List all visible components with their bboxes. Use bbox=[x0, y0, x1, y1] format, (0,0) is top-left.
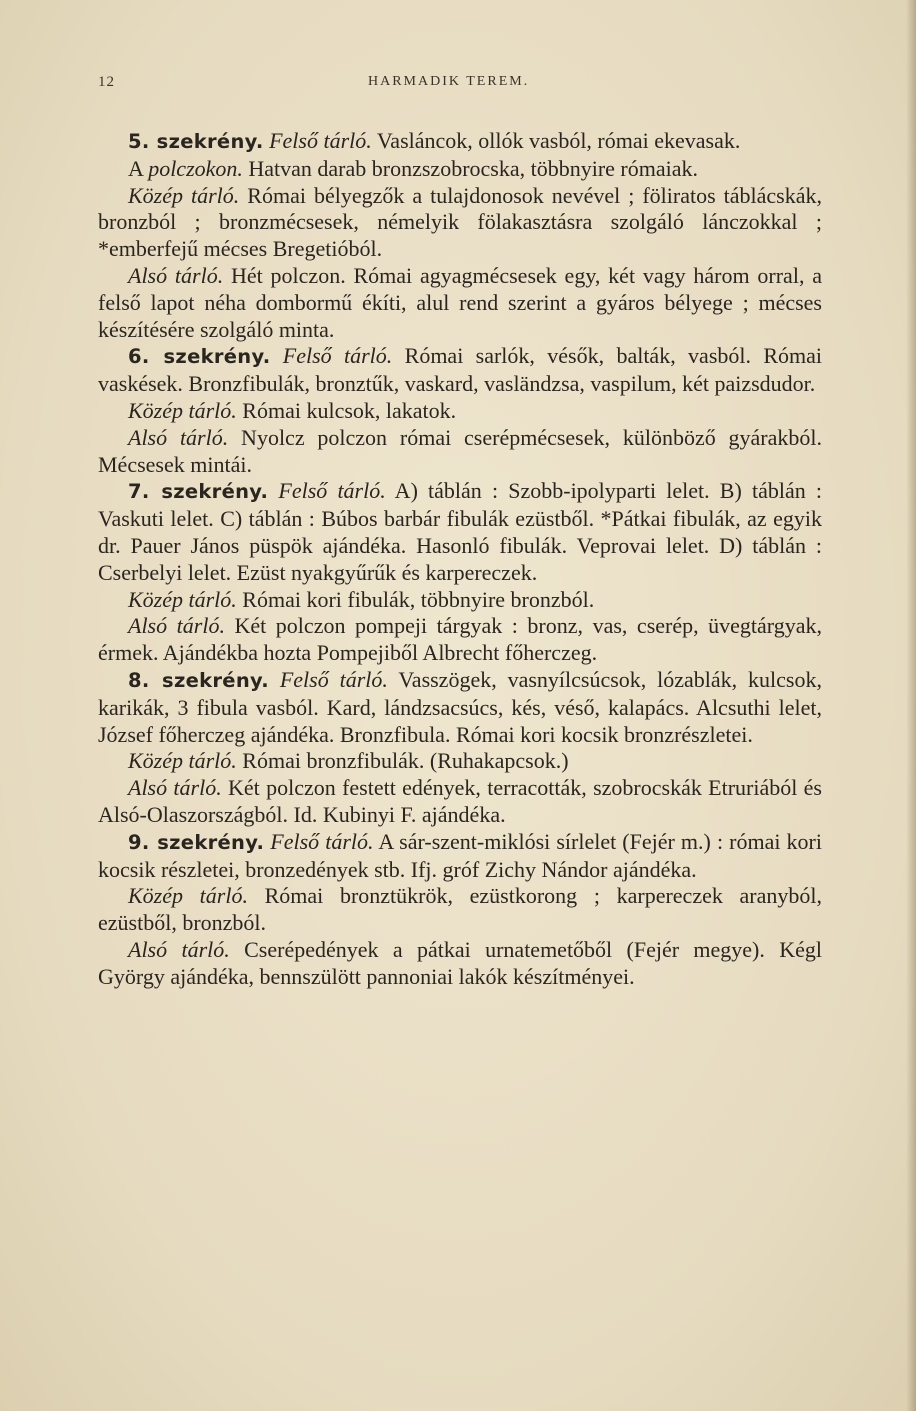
shelf-text: Római kulcsok, lakatok. bbox=[236, 397, 457, 423]
shelf-label: Felső tárló. bbox=[282, 343, 393, 369]
shelf-text: Római bélyegzők a tulajdonosok nevével ; föliratos táblácskák, bronzból ; bronzmécsesek, némelyik fölakasztásra szolgáló lánczokkal ; *emberfejű mécses Bregetióból. bbox=[98, 182, 822, 262]
shelf-text: Cserépedények a pátkai urnatemetőből (Fejér megye). Kégl György ajándéka, bennszülött pannoniai lakók készítményei. bbox=[98, 936, 823, 989]
shelf-label: Alsó tárló. bbox=[128, 775, 222, 801]
shelf-text: Hét polczon. Római agyagmécsesek egy, két vagy három orral, a felső lapot néha dombormű ékíti, alul rend szerint a gyáros bélyege ; mécses készítésére szolgáló minta. bbox=[98, 262, 822, 342]
shelf-label: Alsó tárló. bbox=[128, 424, 229, 450]
shelf-label: Felső tárló. bbox=[270, 828, 374, 854]
cabinet-8-entry bbox=[98, 667, 822, 748]
shelf-label: Közép tárló. bbox=[128, 586, 237, 612]
shelf-text: Nyolcz polczon római cserépmécsesek, különböző gyárakból. Mécsesek mintái. bbox=[98, 424, 822, 477]
shelf-label: Közép tárló. bbox=[128, 748, 237, 774]
shelf-text: Római bronztükrök, ezüstkorong ; karpereczek aranyból, ezüstből, bronzból. bbox=[98, 883, 822, 936]
cabinet-9-lower-entry bbox=[98, 937, 822, 991]
cabinet-6-lower-entry bbox=[98, 425, 822, 479]
cabinet-heading: 6. szekrény. bbox=[128, 345, 271, 369]
shelf-text: A sár-szent-miklósi sírlelet (Fejér m.) : római kori kocsik részletei, bronzedények stb. Ifj. gróf Zichy Nándor ajándéka. bbox=[98, 828, 822, 882]
cabinet-6-middle-entry bbox=[98, 398, 822, 425]
running-title: HARMADIK TEREM. bbox=[368, 74, 530, 89]
cabinet-7-entry bbox=[98, 478, 822, 586]
shelf-text: Római bronzfibulák. (Ruhakapcsok.) bbox=[236, 748, 569, 774]
cabinet-9-entry bbox=[98, 829, 822, 884]
running-head bbox=[98, 74, 822, 96]
cabinet-5-middle-entry bbox=[98, 183, 822, 263]
shelf-label: Alsó tárló. bbox=[128, 262, 224, 288]
shelf-label: Alsó tárló. bbox=[128, 936, 230, 962]
cabinet-8-lower-entry bbox=[98, 775, 822, 829]
cabinet-heading: 7. szekrény. bbox=[128, 480, 269, 504]
shelf-label: Alsó tárló. bbox=[128, 613, 225, 639]
shelf-text: A) táblán : Szobb-ipolyparti lelet. B) táblán : Vaskuti lelet. C) táblán : Búbos barbár fibulák ezüstből. *Pátkai fibulák, az egyik dr. Pauer János püspök ajándéka. Hasonló fibulák. Veprovai lelet. D) táblán : Cserbelyi lelet. Ezüst nyakgyűrűk és karpereczek. bbox=[98, 478, 822, 585]
shelf-text: Vasláncok, ollók vasból, római ekevasak. bbox=[371, 128, 741, 153]
shelf-text: Római kori fibulák, többnyire bronzból. bbox=[236, 586, 595, 612]
cabinet-heading: 9. szekrény. bbox=[128, 830, 265, 854]
shelf-label: Közép tárló. bbox=[128, 182, 240, 208]
page-number: 12 bbox=[98, 74, 115, 90]
page-edge-shadow bbox=[906, 0, 916, 1411]
shelf-text: Római sarlók, vésők, balták, vasból. Római vaskések. Bronzfibulák, bronztűk, vaskard, vasländzsa, vaspilum, két paizsdudor. bbox=[98, 343, 822, 397]
shelf-text: Hatvan darab bronzszobrocska, többnyire rómaiak. bbox=[242, 155, 699, 181]
shelf-label: Közép tárló. bbox=[128, 397, 237, 423]
shelf-label: Felső tárló. bbox=[279, 666, 388, 692]
cabinet-5-shelves-entry bbox=[98, 156, 822, 183]
cabinet-7-middle-entry bbox=[98, 587, 822, 614]
shelf-label: Felső tárló. bbox=[278, 478, 386, 504]
cabinet-heading: 8. szekrény. bbox=[128, 668, 269, 692]
cabinet-6-entry bbox=[98, 343, 822, 398]
shelf-label: Közép tárló. bbox=[128, 883, 248, 909]
shelf-label: Felső tárló. bbox=[269, 128, 372, 153]
cabinet-heading: 5. szekrény. bbox=[128, 130, 264, 153]
cabinet-8-middle-entry bbox=[98, 748, 822, 775]
shelf-label: polczokon. bbox=[148, 155, 243, 181]
cabinet-5-lower-entry bbox=[98, 263, 822, 343]
catalog-text bbox=[98, 128, 822, 991]
shelf-text: Két polczon pompeji tárgyak : bronz, vas, cserép, üvegtárgyak, érmek. Ajándékba hozta Pompejiből Albrecht főherczeg. bbox=[98, 613, 822, 666]
cabinet-5-entry bbox=[98, 128, 822, 156]
cabinet-7-lower-entry bbox=[98, 613, 822, 667]
cabinet-9-middle-entry bbox=[98, 883, 822, 937]
shelf-text: Vasszögek, vasnyílcsúcsok, lózablák, kulcsok, karikák, 3 fibula vasból. Kard, lándzsacsúcs, kés, véső, kalapács. Alcsuthi lelet, József főherczeg ajándéka. Bronzfibula. Római kori kocsik bronzrészletei. bbox=[98, 666, 822, 747]
shelf-prefix: A bbox=[128, 155, 149, 181]
shelf-text: Két polczon festett edények, terracották, szobrocskák Etruriából és Alsó-Olaszországból. Id. Kubinyi F. ajándéka. bbox=[98, 775, 822, 827]
